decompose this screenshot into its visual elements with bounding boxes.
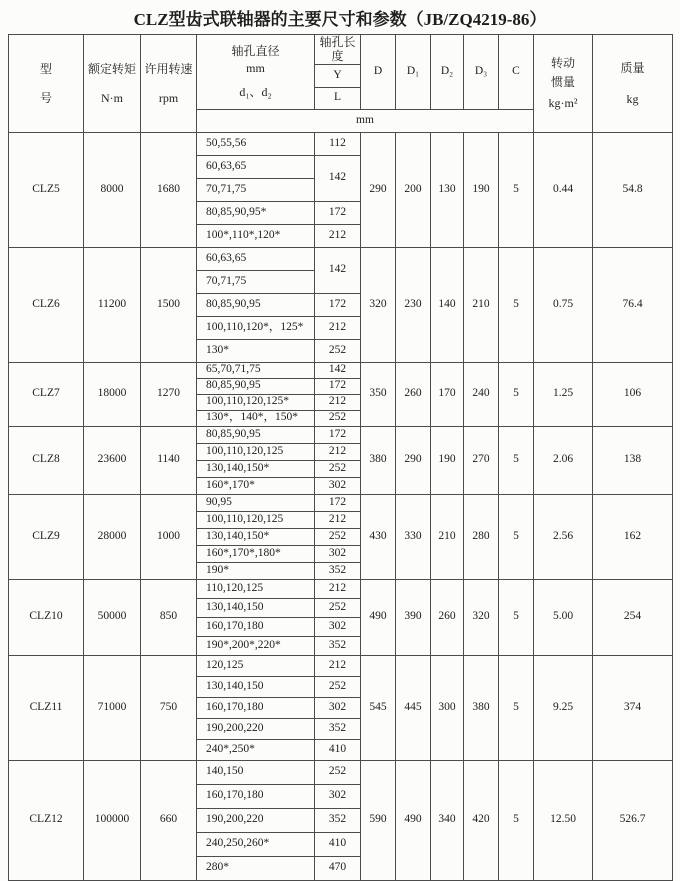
bore-length-cell: 252 bbox=[315, 598, 361, 617]
model-cell: CLZ11 bbox=[9, 655, 84, 760]
c-cell: 5 bbox=[499, 247, 534, 362]
bore-diameter-cell: 100,110,120*，125* bbox=[197, 316, 315, 339]
bore-diameter-cell: 190*,200*,220* bbox=[197, 636, 315, 655]
bore-length-cell: 470 bbox=[315, 856, 361, 880]
bore-length-cell: 302 bbox=[315, 784, 361, 808]
bore-length-cell: 212 bbox=[315, 443, 361, 460]
d2-cell: 210 bbox=[431, 494, 464, 579]
bore-diameter-cell: 80,85,90,95 bbox=[197, 378, 315, 394]
d1-cell: 290 bbox=[396, 426, 431, 494]
bore-diameter-cell: 110,120,125 bbox=[197, 579, 315, 598]
mass-cell: 374 bbox=[593, 655, 673, 760]
bore-length-cell: 302 bbox=[315, 477, 361, 494]
page-title: CLZ型齿式联轴器的主要尺寸和参数（JB/ZQ4219-86） bbox=[133, 10, 547, 29]
col-header-inertia: 转动 惯量 kg·m² bbox=[534, 35, 593, 133]
mass-cell: 162 bbox=[593, 494, 673, 579]
bore-length-cell: 212 bbox=[315, 394, 361, 410]
mass-cell: 526.7 bbox=[593, 760, 673, 880]
model-cell: CLZ9 bbox=[9, 494, 84, 579]
col-header-torque: 额定转矩 N·m bbox=[84, 35, 141, 133]
c-cell: 5 bbox=[499, 760, 534, 880]
coupling-table-body bbox=[9, 35, 673, 881]
bore-length-cell: 302 bbox=[315, 617, 361, 636]
bore-length-cell: 212 bbox=[315, 511, 361, 528]
bore-length-cell: 212 bbox=[315, 316, 361, 339]
bore-diameter-cell: 100*,110*,120* bbox=[197, 224, 315, 247]
speed-cell: 750 bbox=[141, 655, 197, 760]
model-cell: CLZ5 bbox=[9, 132, 84, 247]
inertia-cell: 1.25 bbox=[534, 362, 593, 426]
d3-cell: 270 bbox=[464, 426, 499, 494]
bore-length-cell: 142 bbox=[315, 247, 361, 293]
speed-cell: 1140 bbox=[141, 426, 197, 494]
d3-cell: 280 bbox=[464, 494, 499, 579]
bore-length-cell: 410 bbox=[315, 739, 361, 760]
col-header-d: D bbox=[361, 35, 396, 110]
bore-length-cell: 172 bbox=[315, 378, 361, 394]
col-header-d3: D₃ bbox=[464, 35, 499, 110]
bore-length-cell: 212 bbox=[315, 655, 361, 676]
bore-length-cell: 172 bbox=[315, 201, 361, 224]
col-header-c: C bbox=[499, 35, 534, 110]
d3-cell: 320 bbox=[464, 579, 499, 655]
d2-cell: 260 bbox=[431, 579, 464, 655]
inertia-cell: 5.00 bbox=[534, 579, 593, 655]
bore-diameter-cell: 80,85,90,95 bbox=[197, 293, 315, 316]
col-header-bore-length: 轴孔长度 bbox=[315, 35, 361, 65]
col-header-d1: D₁ bbox=[396, 35, 431, 110]
col-header-l: L bbox=[315, 87, 361, 109]
d2-cell: 340 bbox=[431, 760, 464, 880]
table-row bbox=[9, 132, 673, 155]
table-row bbox=[9, 760, 673, 784]
d2-cell: 170 bbox=[431, 362, 464, 426]
bore-length-cell: 142 bbox=[315, 155, 361, 201]
speed-cell: 660 bbox=[141, 760, 197, 880]
mass-cell: 76.4 bbox=[593, 247, 673, 362]
bore-diameter-cell: 190,200,220 bbox=[197, 808, 315, 832]
torque-cell: 71000 bbox=[84, 655, 141, 760]
col-header-model: 型 号 bbox=[9, 35, 84, 133]
bore-diameter-cell: 50,55,56 bbox=[197, 132, 315, 155]
bore-diameter-cell: 160,170,180 bbox=[197, 784, 315, 808]
bore-length-cell: 410 bbox=[315, 832, 361, 856]
torque-cell: 28000 bbox=[84, 494, 141, 579]
col-header-bore-diameter: 轴孔直径 mm d₁、d₂ bbox=[197, 35, 315, 110]
d-cell: 430 bbox=[361, 494, 396, 579]
c-cell: 5 bbox=[499, 655, 534, 760]
bore-diameter-cell: 100,110,120,125 bbox=[197, 511, 315, 528]
speed-cell: 1680 bbox=[141, 132, 197, 247]
d-cell: 490 bbox=[361, 579, 396, 655]
table-row bbox=[9, 426, 673, 443]
d3-cell: 240 bbox=[464, 362, 499, 426]
torque-cell: 18000 bbox=[84, 362, 141, 426]
speed-cell: 850 bbox=[141, 579, 197, 655]
bore-length-cell: 172 bbox=[315, 494, 361, 511]
col-header-y: Y bbox=[315, 64, 361, 87]
bore-diameter-cell: 240*,250* bbox=[197, 739, 315, 760]
bore-length-cell: 302 bbox=[315, 697, 361, 718]
d2-cell: 130 bbox=[431, 132, 464, 247]
col-header-speed: 许用转速 rpm bbox=[141, 35, 197, 133]
bore-diameter-cell: 140,150 bbox=[197, 760, 315, 784]
bore-diameter-cell: 70,71,75 bbox=[197, 178, 315, 201]
d2-cell: 140 bbox=[431, 247, 464, 362]
d1-cell: 200 bbox=[396, 132, 431, 247]
d3-cell: 380 bbox=[464, 655, 499, 760]
d-cell: 545 bbox=[361, 655, 396, 760]
bore-length-cell: 212 bbox=[315, 224, 361, 247]
c-cell: 5 bbox=[499, 579, 534, 655]
bore-diameter-cell: 100,110,120,125 bbox=[197, 443, 315, 460]
d-cell: 290 bbox=[361, 132, 396, 247]
bore-length-cell: 212 bbox=[315, 579, 361, 598]
bore-length-cell: 352 bbox=[315, 808, 361, 832]
d3-cell: 420 bbox=[464, 760, 499, 880]
bore-diameter-cell: 160*,170*,180* bbox=[197, 545, 315, 562]
c-cell: 5 bbox=[499, 426, 534, 494]
mass-cell: 54.8 bbox=[593, 132, 673, 247]
d3-cell: 210 bbox=[464, 247, 499, 362]
mass-cell: 106 bbox=[593, 362, 673, 426]
bore-length-cell: 252 bbox=[315, 528, 361, 545]
bore-diameter-cell: 160*,170* bbox=[197, 477, 315, 494]
speed-cell: 1500 bbox=[141, 247, 197, 362]
torque-cell: 23600 bbox=[84, 426, 141, 494]
torque-cell: 100000 bbox=[84, 760, 141, 880]
inertia-cell: 0.75 bbox=[534, 247, 593, 362]
inertia-cell: 0.44 bbox=[534, 132, 593, 247]
mass-cell: 254 bbox=[593, 579, 673, 655]
bore-diameter-cell: 80,85,90,95* bbox=[197, 201, 315, 224]
bore-diameter-cell: 190* bbox=[197, 562, 315, 579]
d2-cell: 300 bbox=[431, 655, 464, 760]
bore-length-cell: 302 bbox=[315, 545, 361, 562]
d3-cell: 190 bbox=[464, 132, 499, 247]
model-cell: CLZ6 bbox=[9, 247, 84, 362]
bore-diameter-cell: 160,170,180 bbox=[197, 697, 315, 718]
c-cell: 5 bbox=[499, 362, 534, 426]
bore-diameter-cell: 130,140,150 bbox=[197, 676, 315, 697]
bore-length-cell: 142 bbox=[315, 362, 361, 378]
col-header-d2: D₂ bbox=[431, 35, 464, 110]
speed-cell: 1270 bbox=[141, 362, 197, 426]
bore-length-cell: 172 bbox=[315, 293, 361, 316]
table-row bbox=[9, 579, 673, 598]
coupling-table bbox=[8, 34, 673, 881]
d1-cell: 260 bbox=[396, 362, 431, 426]
inertia-cell: 2.56 bbox=[534, 494, 593, 579]
d2-cell: 190 bbox=[431, 426, 464, 494]
bore-diameter-cell: 190,200,220 bbox=[197, 718, 315, 739]
bore-diameter-cell: 280* bbox=[197, 856, 315, 880]
bore-diameter-cell: 130*，140*，150* bbox=[197, 410, 315, 426]
unit-row-mm: mm bbox=[197, 109, 534, 132]
inertia-cell: 9.25 bbox=[534, 655, 593, 760]
col-header-mass: 质量 kg bbox=[593, 35, 673, 133]
bore-diameter-cell: 130,140,150* bbox=[197, 460, 315, 477]
d-cell: 380 bbox=[361, 426, 396, 494]
bore-diameter-cell: 80,85,90,95 bbox=[197, 426, 315, 443]
bore-diameter-cell: 130,140,150* bbox=[197, 528, 315, 545]
bore-length-cell: 252 bbox=[315, 676, 361, 697]
bore-length-cell: 172 bbox=[315, 426, 361, 443]
bore-diameter-cell: 130,140,150 bbox=[197, 598, 315, 617]
bore-diameter-cell: 70,71,75 bbox=[197, 270, 315, 293]
bore-diameter-cell: 60,63,65 bbox=[197, 247, 315, 270]
bore-length-cell: 252 bbox=[315, 410, 361, 426]
torque-cell: 11200 bbox=[84, 247, 141, 362]
d1-cell: 330 bbox=[396, 494, 431, 579]
inertia-cell: 2.06 bbox=[534, 426, 593, 494]
torque-cell: 8000 bbox=[84, 132, 141, 247]
table-row bbox=[9, 247, 673, 270]
bore-diameter-cell: 60,63,65 bbox=[197, 155, 315, 178]
bore-length-cell: 352 bbox=[315, 636, 361, 655]
d1-cell: 445 bbox=[396, 655, 431, 760]
d-cell: 320 bbox=[361, 247, 396, 362]
table-row bbox=[9, 655, 673, 676]
speed-cell: 1000 bbox=[141, 494, 197, 579]
table-row bbox=[9, 362, 673, 378]
d1-cell: 490 bbox=[396, 760, 431, 880]
table-row bbox=[9, 494, 673, 511]
model-cell: CLZ8 bbox=[9, 426, 84, 494]
mass-cell: 138 bbox=[593, 426, 673, 494]
d-cell: 590 bbox=[361, 760, 396, 880]
torque-cell: 50000 bbox=[84, 579, 141, 655]
bore-length-cell: 252 bbox=[315, 460, 361, 477]
d1-cell: 230 bbox=[396, 247, 431, 362]
bore-diameter-cell: 120,125 bbox=[197, 655, 315, 676]
bore-length-cell: 252 bbox=[315, 760, 361, 784]
bore-diameter-cell: 90,95 bbox=[197, 494, 315, 511]
c-cell: 5 bbox=[499, 494, 534, 579]
d-cell: 350 bbox=[361, 362, 396, 426]
bore-diameter-cell: 160,170,180 bbox=[197, 617, 315, 636]
model-cell: CLZ7 bbox=[9, 362, 84, 426]
bore-length-cell: 112 bbox=[315, 132, 361, 155]
bore-diameter-cell: 130* bbox=[197, 339, 315, 362]
bore-diameter-cell: 100,110,120,125* bbox=[197, 394, 315, 410]
d1-cell: 390 bbox=[396, 579, 431, 655]
inertia-cell: 12.50 bbox=[534, 760, 593, 880]
c-cell: 5 bbox=[499, 132, 534, 247]
bore-diameter-cell: 240,250,260* bbox=[197, 832, 315, 856]
model-cell: CLZ12 bbox=[9, 760, 84, 880]
model-cell: CLZ10 bbox=[9, 579, 84, 655]
bore-length-cell: 252 bbox=[315, 339, 361, 362]
bore-length-cell: 352 bbox=[315, 562, 361, 579]
bore-diameter-cell: 65,70,71,75 bbox=[197, 362, 315, 378]
bore-length-cell: 352 bbox=[315, 718, 361, 739]
